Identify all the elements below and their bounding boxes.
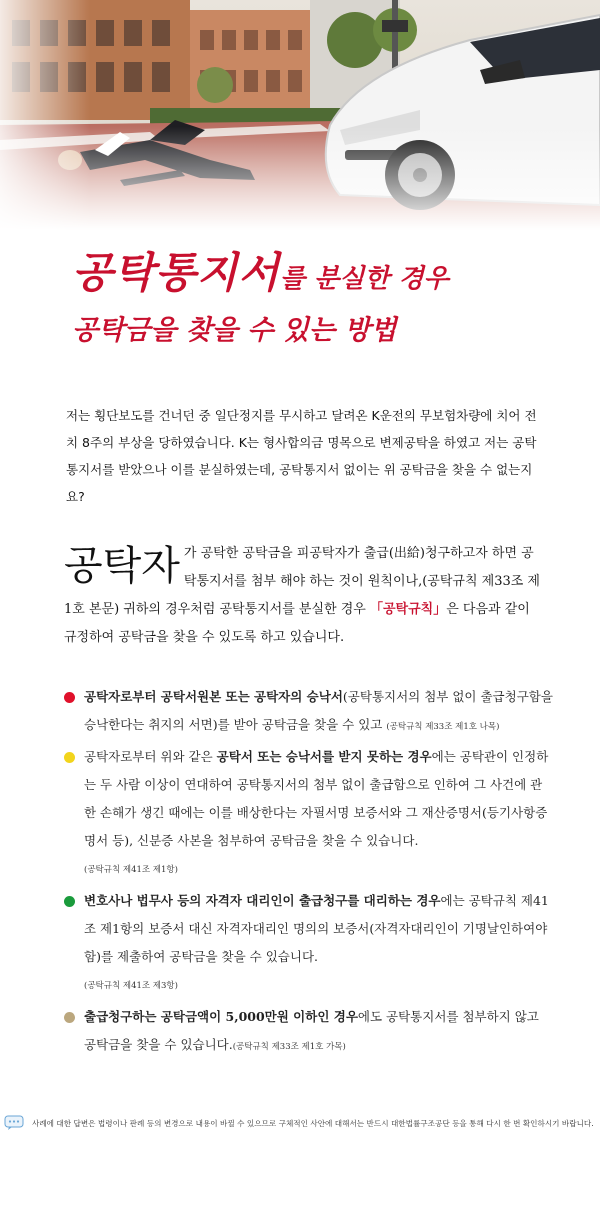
item-ref: (공탁규칙 제41조 제3항) — [84, 981, 178, 991]
item-text: (공탁통지서의 첨부 없이 출급청구함을 승낙한다는 취지의 서면)를 받아 공탁금을 찾을 수 있고 — [84, 689, 553, 732]
item-bold: 공탁자로부터 공탁서원본 또는 공탁자의 승낙서 — [84, 689, 343, 704]
answer-lead: 공탁자 — [64, 543, 180, 589]
answer-text-before: 가 공탁한 공탁금을 피공탁자가 출급(出給)청구하고자 하면 공탁통지서를 첨부 해야 하는 것이 원칙이나,(공탁규칙 제33조 제1호 본문) 귀하의 경우처럼 공탁통지서를 분실한 경우 — [64, 546, 540, 617]
item-text: 에는 공탁관이 인정하는 두 사람 이상이 연대하여 공탁통지서의 첨부 없이 출급함으로 인하여 그 사건에 관한 손해가 생긴 때에는 이를 배상한다는 자필서명 보증서와 그 재산증명서(등기사항증명서 등), 신분증 사본을 첨부하여 공탁금을 찾을 수 있습니다. — [84, 749, 549, 848]
list-item — [64, 743, 554, 885]
answer-highlight: 「공탁규칙」 — [370, 602, 447, 617]
answer-paragraph — [64, 540, 544, 652]
bullet-yellow-icon — [64, 752, 75, 763]
bullet-red-icon — [64, 692, 75, 703]
item-bold: 변호사나 법무사 등의 자격자 대리인이 출급청구를 대리하는 경우 — [84, 893, 441, 908]
rule-list — [64, 683, 554, 1061]
bullet-green-icon — [64, 896, 75, 907]
speech-bubble-icon — [4, 1115, 24, 1131]
answer-text-after: 은 다음과 같이 규정하여 공탁금을 찾을 수 있도록 하고 있습니다. — [64, 602, 530, 645]
item-ref: (공탁규칙 제41조 제1항) — [84, 865, 178, 875]
list-item — [64, 1003, 554, 1061]
title-rest: 를 분실한 경우 — [279, 264, 449, 294]
list-item — [64, 887, 554, 1001]
item-bold: 공탁서 또는 승낙서를 받지 못하는 경우 — [216, 749, 432, 764]
item-pre: 공탁자로부터 위와 같은 — [84, 749, 217, 764]
disclaimer — [4, 1112, 594, 1134]
title-line-1 — [72, 240, 552, 300]
bullet-tan-icon — [64, 1012, 75, 1023]
item-ref: (공탁규칙 제33조 제1호 가목) — [232, 1042, 346, 1052]
page-title — [72, 240, 552, 347]
question-text: 저는 횡단보도를 건너던 중 일단정지를 무시하고 달려온 K운전의 무보험차량에 치어 전치 8주의 부상을 당하였습니다. K는 형사합의금 명목으로 변제공탁을 하였고 저는 공탁통지서를 받았으나 이를 분실하였는데, 공탁통지서 없이는 위 공탁금을 찾을 수 없는지요? — [66, 408, 537, 504]
disclaimer-text: 사례에 대한 답변은 법령이나 판례 등의 변경으로 내용이 바뀔 수 있으므로 구체적인 사안에 대해서는 반드시 대한법률구조공단 등을 통해 다시 한 번 확인하시기 바랍니다. — [32, 1118, 594, 1128]
title-line-2: 공탁금을 찾을 수 있는 방법 — [72, 315, 397, 346]
hero-photo — [0, 0, 600, 230]
item-text: 에도 공탁통지서를 첨부하지 않고 공탁금을 찾을 수 있습니다. — [84, 1009, 539, 1052]
item-ref: (공탁규칙 제33조 제1호 나목) — [386, 722, 500, 732]
list-item — [64, 683, 554, 741]
title-main: 공탁통지서 — [72, 248, 280, 297]
item-text: 에는 공탁규칙 제41조 제1항의 보증서 대신 자격자대리인 명의의 보증서(자격자대리인이 기명날인하여야 함)를 제출하여 공탁금을 찾을 수 있습니다. — [84, 893, 549, 964]
item-bold: 출급청구하는 공탁금액이 5,000만원 이하인 경우 — [84, 1009, 358, 1024]
